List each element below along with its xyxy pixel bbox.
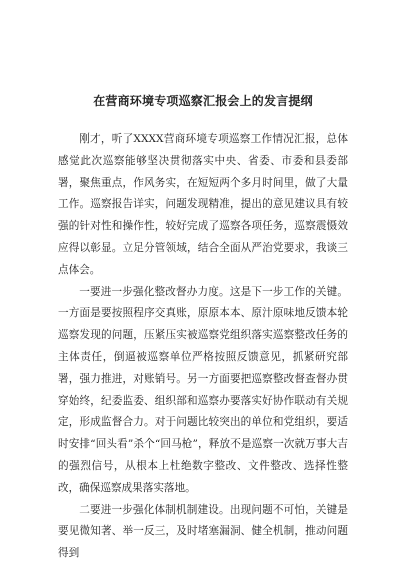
paragraph-point-two: 二要进一步强化体制机制建设。出现问题不可怕，关键是要见微知著、举一反三，及时堵塞漏洞、健全机制，推动问题得到 [58,503,348,560]
document-title: 在营商环境专项巡察汇报会上的发言提纲 [93,94,313,108]
paragraph-point-one: 一要进一步强化整改督办力度。这是下一步工作的关键。一方面是要按照程序交真账，原原本本、原汁原味地反馈本轮巡察发现的问题，压紧压实被巡察党组织落实巡察整改任务的主体责任，倒逼被巡察单位严格按照反馈意见，抓紧研究部署，强力推进，对账销号。另一方面要把巡察整改督查督办贯穿始终，纪委监委、组织部和巡察办要落实好协作联动有关规定，形成监督合力。对于问题比较突出的单位和党组织，要适时安排“回头看”杀个“回马枪”，释放不是巡察一次就万事大吉的强烈信号，从根本上杜绝数字整改、文件整改、选择性整改，确保巡察成果落实落地。 [58,285,348,494]
paragraph-intro: 刚才，听了XXXX营商环境专项巡察工作情况汇报，总体感觉此次巡察能够坚决贯彻落实中央、省委、市委和县委部署，聚焦重点，作风务实，在短短两个多月时间里，做了大量工作。巡察报告详实，问题发现精准，提出的意见建议具有较强的针对性和操作性，较好完成了巡察各项任务，巡察震慑效应得以彰显。立足分管领域，结合全面从严治党要求，我谈三点体会。 [58,133,348,276]
